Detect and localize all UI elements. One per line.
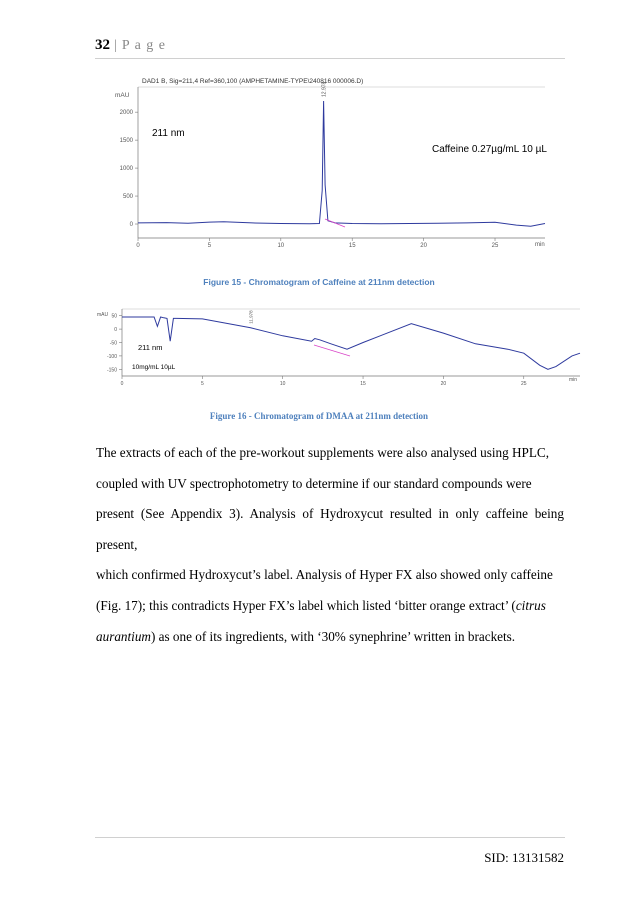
y-axis-label: mAU — [97, 312, 109, 318]
x-tick-label: 20 — [440, 381, 447, 387]
y-tick-label: -50 — [109, 340, 117, 347]
x-tick-label: 25 — [491, 243, 499, 249]
signal-label: DAD1 B, Sig=211,4 Ref=360,100 (AMPHETAMINE-TYPE\240816 000006.D) — [142, 78, 364, 85]
figure-16-chromatogram — [0, 0, 638, 400]
y-axis-label: mAU — [115, 92, 130, 99]
page-number: 32 — [95, 37, 110, 53]
y-tick-label: 0 — [114, 327, 117, 334]
body-line: (Fig. 17); this contradicts Hyper FX’s label which listed ‘bitter orange extract’ (citrus — [96, 597, 546, 613]
page-separator: | — [114, 38, 118, 53]
figure-16-caption: Figure 16 - Chromatogram of DMAA at 211nm detection — [209, 411, 429, 421]
y-tick-label: 500 — [122, 194, 133, 201]
baseline-marker — [314, 345, 350, 356]
y-tick-label: 1500 — [119, 138, 133, 145]
x-axis-label: min — [569, 377, 578, 383]
x-tick-label: 5 — [200, 381, 204, 387]
student-id: SID: 13131582 — [484, 850, 564, 865]
y-tick-label: 2000 — [119, 110, 133, 117]
y-tick-label: 0 — [129, 222, 133, 229]
x-tick-label: 10 — [279, 381, 286, 387]
body-line: aurantium) as one of its ingredients, with ‘30% synephrine’ written in brackets. — [96, 628, 516, 644]
x-tick-label: 15 — [348, 243, 356, 249]
body-line: which confirmed Hydroxycut’s label. Analysis of Hyper FX also showed only caffeine — [96, 567, 553, 583]
body-line: coupled with UV spectrophotometry to determine if our standard compounds were — [96, 475, 532, 491]
wavelength-label: 211 nm — [138, 343, 163, 352]
x-tick-label: 5 — [207, 243, 212, 249]
footer-divider — [95, 837, 565, 838]
body-line: present (See Appendix 3). Analysis of Hydroxycut resulted in only caffeine being present, — [96, 506, 564, 552]
body-line: The extracts of each of the pre-workout supplements were also analysed using HPLC, — [96, 445, 550, 460]
x-tick-label: 10 — [277, 243, 285, 249]
x-tick-label: 20 — [420, 243, 427, 249]
wavelength-label: 211 nm — [152, 128, 185, 139]
x-tick-label: 0 — [120, 381, 124, 387]
x-tick-label: 0 — [136, 243, 140, 249]
dmaa-signal-line — [122, 317, 580, 369]
x-axis-label: min — [535, 242, 545, 248]
x-tick-label: 15 — [360, 381, 366, 387]
body-paragraph — [96, 438, 564, 652]
y-tick-label: -150 — [106, 367, 117, 374]
x-tick-label: 25 — [520, 381, 527, 387]
page-word: P a g e — [121, 38, 167, 53]
y-tick-label: -100 — [106, 353, 117, 360]
caffeine-annotation: Caffeine 0.27µg/mL 10 µL — [432, 144, 547, 155]
dmaa-annotation: 10mg/mL 10µL — [132, 364, 176, 371]
peak-label: 11.978 — [248, 310, 254, 324]
figure-15-caption: Figure 15 - Chromatogram of Caffeine at 211nm detection — [203, 277, 435, 287]
y-tick-label: 1000 — [119, 166, 133, 173]
peak-label: 12.978 — [321, 81, 328, 97]
y-tick-label: 50 — [111, 313, 117, 320]
